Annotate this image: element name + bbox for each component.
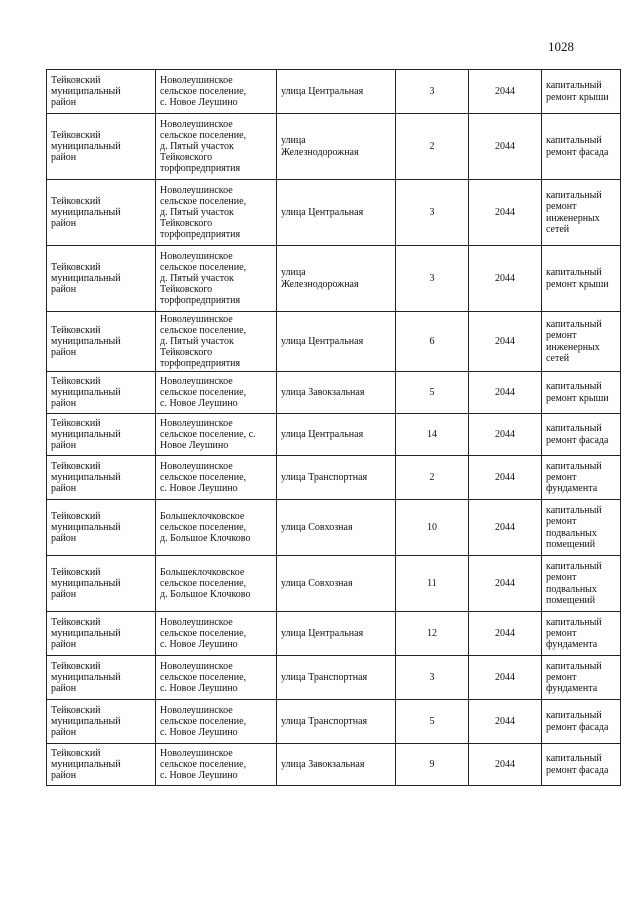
district-cell [47, 556, 156, 612]
street-cell [277, 456, 396, 500]
settlement-cell-text: Новолеушинское сельское поселение, с. Новое Леушино [160, 747, 247, 782]
work-type-cell-text: капитальный ремонт инженерных сетей [546, 319, 602, 364]
settlement-cell-text: Новолеушинское сельское поселение, с. Новое Леушино [160, 74, 247, 109]
year-cell-text: 2044 [495, 671, 515, 683]
settlement-cell-text: Новолеушинское сельское поселение, с. Новое Леушино [160, 460, 247, 495]
year-cell [469, 700, 542, 744]
settlement-cell-text: Новолеушинское сельское поселение, д. Пятый участок Тейковского торфопредприятия [160, 184, 247, 241]
street-cell-text: улица Транспортная [281, 671, 368, 683]
work-type-cell-text: капитальный ремонт подвальных помещений [546, 561, 602, 606]
district-cell-text: Тейковский муниципальный район [51, 616, 121, 651]
street-cell-text: улица Завокзальная [281, 758, 365, 770]
district-cell [47, 114, 156, 180]
house-number-cell [396, 246, 469, 312]
street-cell-text: улица Завокзальная [281, 386, 365, 398]
year-cell-text: 2044 [495, 521, 515, 533]
table-row [47, 70, 621, 114]
district-cell [47, 246, 156, 312]
year-cell [469, 414, 542, 456]
work-type-cell [542, 312, 621, 372]
house-number-cell-text: 12 [427, 627, 437, 639]
settlement-cell-text: Новолеушинское сельское поселение, д. Пятый участок Тейковского торфопредприятия [160, 313, 247, 370]
house-number-cell [396, 744, 469, 786]
year-cell [469, 70, 542, 114]
district-cell-text: Тейковский муниципальный район [51, 375, 121, 410]
settlement-cell [156, 246, 277, 312]
work-type-cell [542, 246, 621, 312]
settlement-cell [156, 372, 277, 414]
street-cell-text: улица Железнодорожная [281, 135, 359, 158]
district-cell [47, 456, 156, 500]
work-type-cell-text: капитальный ремонт фасада [546, 753, 609, 776]
street-cell [277, 180, 396, 246]
house-number-cell [396, 414, 469, 456]
work-type-cell-text: капитальный ремонт инженерных сетей [546, 190, 602, 235]
year-cell [469, 180, 542, 246]
settlement-cell-text: Новолеушинское сельское поселение, с. Новое Леушино [160, 375, 247, 410]
street-cell [277, 500, 396, 556]
work-type-cell [542, 500, 621, 556]
year-cell-text: 2044 [495, 428, 515, 440]
settlement-cell-text: Большеклочковское сельское поселение, д. Большое Клочково [160, 566, 251, 601]
work-type-cell-text: капитальный ремонт подвальных помещений [546, 505, 602, 550]
house-number-cell [396, 180, 469, 246]
year-cell [469, 312, 542, 372]
settlement-cell-text: Большеклочковское сельское поселение, д. Большое Клочково [160, 510, 251, 545]
work-type-cell-text: капитальный ремонт фасада [546, 710, 609, 733]
work-type-cell-text: капитальный ремонт крыши [546, 267, 609, 290]
house-number-cell-text: 6 [429, 335, 435, 347]
work-type-cell-text: капитальный ремонт крыши [546, 381, 609, 404]
house-number-cell-text: 10 [427, 521, 437, 533]
year-cell [469, 656, 542, 700]
work-type-cell-text: капитальный ремонт фасада [546, 135, 609, 158]
table-row [47, 556, 621, 612]
district-cell [47, 414, 156, 456]
street-cell-text: улица Центральная [281, 627, 364, 639]
year-cell-text: 2044 [495, 85, 515, 97]
house-number-cell [396, 500, 469, 556]
settlement-cell [156, 456, 277, 500]
street-cell [277, 556, 396, 612]
settlement-cell-text: Новолеушинское сельское поселение, д. Пятый участок Тейковского торфопредприятия [160, 118, 247, 175]
house-number-cell-text: 2 [429, 471, 435, 483]
house-number-cell-text: 2 [429, 140, 435, 152]
table-row [47, 180, 621, 246]
district-cell [47, 744, 156, 786]
street-cell [277, 246, 396, 312]
table-row [47, 700, 621, 744]
street-cell [277, 612, 396, 656]
district-cell-text: Тейковский муниципальный район [51, 660, 121, 695]
work-type-cell-text: капитальный ремонт фундамента [546, 616, 602, 651]
house-number-cell [396, 612, 469, 656]
settlement-cell [156, 414, 277, 456]
work-type-cell-text: капитальный ремонт фасада [546, 423, 609, 446]
work-type-cell [542, 114, 621, 180]
street-cell-text: улица Железнодорожная [281, 267, 359, 290]
year-cell-text: 2044 [495, 758, 515, 770]
year-cell-text: 2044 [495, 471, 515, 483]
district-cell [47, 700, 156, 744]
district-cell-text: Тейковский муниципальный район [51, 324, 121, 359]
house-number-cell-text: 5 [429, 386, 435, 398]
year-cell [469, 246, 542, 312]
house-number-cell-text: 14 [427, 428, 437, 440]
house-number-cell-text: 9 [429, 758, 435, 770]
house-number-cell [396, 456, 469, 500]
settlement-cell [156, 656, 277, 700]
year-cell-text: 2044 [495, 386, 515, 398]
year-cell-text: 2044 [495, 627, 515, 639]
year-cell [469, 500, 542, 556]
district-cell-text: Тейковский муниципальный район [51, 510, 121, 545]
street-cell-text: улица Центральная [281, 335, 364, 347]
district-cell [47, 70, 156, 114]
work-type-cell [542, 656, 621, 700]
year-cell [469, 372, 542, 414]
street-cell [277, 744, 396, 786]
work-type-cell [542, 556, 621, 612]
house-number-cell [396, 556, 469, 612]
district-cell [47, 656, 156, 700]
district-cell-text: Тейковский муниципальный район [51, 460, 121, 495]
year-cell-text: 2044 [495, 272, 515, 284]
district-cell [47, 500, 156, 556]
settlement-cell [156, 556, 277, 612]
house-number-cell-text: 3 [429, 272, 435, 284]
table-row [47, 312, 621, 372]
district-cell-text: Тейковский муниципальный район [51, 261, 121, 296]
settlement-cell [156, 180, 277, 246]
settlement-cell-text: Новолеушинское сельское поселение, д. Пятый участок Тейковского торфопредприятия [160, 250, 247, 307]
street-cell [277, 70, 396, 114]
street-cell-text: улица Центральная [281, 428, 364, 440]
street-cell [277, 656, 396, 700]
house-number-cell-text: 5 [429, 715, 435, 727]
table-row [47, 246, 621, 312]
district-cell-text: Тейковский муниципальный район [51, 129, 121, 164]
table-row [47, 114, 621, 180]
year-cell [469, 456, 542, 500]
house-number-cell-text: 3 [429, 85, 435, 97]
district-cell-text: Тейковский муниципальный район [51, 417, 121, 452]
year-cell [469, 612, 542, 656]
work-type-cell [542, 70, 621, 114]
house-number-cell [396, 700, 469, 744]
work-type-cell [542, 612, 621, 656]
year-cell-text: 2044 [495, 715, 515, 727]
house-number-cell-text: 3 [429, 671, 435, 683]
year-cell-text: 2044 [495, 140, 515, 152]
district-cell-text: Тейковский муниципальный район [51, 74, 121, 109]
settlement-cell-text: Новолеушинское сельское поселение, с. Новое Леушино [160, 417, 256, 452]
settlement-cell [156, 114, 277, 180]
street-cell [277, 372, 396, 414]
settlement-cell-text: Новолеушинское сельское поселение, с. Новое Леушино [160, 616, 247, 651]
work-type-cell [542, 180, 621, 246]
settlement-cell [156, 700, 277, 744]
table-body [47, 70, 621, 786]
district-cell-text: Тейковский муниципальный район [51, 566, 121, 601]
house-number-cell [396, 656, 469, 700]
settlement-cell [156, 612, 277, 656]
house-number-cell [396, 372, 469, 414]
district-cell [47, 180, 156, 246]
table-row [47, 500, 621, 556]
table-row [47, 456, 621, 500]
year-cell [469, 744, 542, 786]
district-cell-text: Тейковский муниципальный район [51, 747, 121, 782]
settlement-cell [156, 744, 277, 786]
district-cell-text: Тейковский муниципальный район [51, 195, 121, 230]
street-cell-text: улица Центральная [281, 85, 364, 97]
street-cell-text: улица Транспортная [281, 471, 368, 483]
year-cell [469, 556, 542, 612]
settlement-cell [156, 70, 277, 114]
house-number-cell [396, 114, 469, 180]
settlement-cell [156, 500, 277, 556]
year-cell-text: 2044 [495, 335, 515, 347]
district-cell [47, 312, 156, 372]
work-type-cell [542, 414, 621, 456]
street-cell-text: улица Совхозная [281, 577, 353, 589]
table-row [47, 414, 621, 456]
house-number-cell [396, 312, 469, 372]
work-type-cell-text: капитальный ремонт крыши [546, 80, 609, 103]
street-cell-text: улица Совхозная [281, 521, 353, 533]
house-number-cell [396, 70, 469, 114]
work-type-cell [542, 744, 621, 786]
street-cell [277, 414, 396, 456]
table-row [47, 744, 621, 786]
work-type-cell-text: капитальный ремонт фундамента [546, 660, 602, 695]
repair-plan-table [46, 69, 621, 786]
street-cell [277, 312, 396, 372]
work-type-cell [542, 700, 621, 744]
street-cell-text: улица Транспортная [281, 715, 368, 727]
street-cell-text: улица Центральная [281, 206, 364, 218]
table-row [47, 372, 621, 414]
district-cell [47, 612, 156, 656]
work-type-cell [542, 456, 621, 500]
year-cell-text: 2044 [495, 577, 515, 589]
year-cell-text: 2044 [495, 206, 515, 218]
settlement-cell-text: Новолеушинское сельское поселение, с. Новое Леушино [160, 704, 247, 739]
street-cell [277, 114, 396, 180]
house-number-cell-text: 11 [427, 577, 437, 589]
settlement-cell-text: Новолеушинское сельское поселение, с. Новое Леушино [160, 660, 247, 695]
district-cell [47, 372, 156, 414]
house-number-cell-text: 3 [429, 206, 435, 218]
table-row [47, 656, 621, 700]
district-cell-text: Тейковский муниципальный район [51, 704, 121, 739]
work-type-cell [542, 372, 621, 414]
work-type-cell-text: капитальный ремонт фундамента [546, 460, 602, 495]
settlement-cell [156, 312, 277, 372]
street-cell [277, 700, 396, 744]
table-row [47, 612, 621, 656]
page-number: 1028 [548, 39, 574, 54]
year-cell [469, 114, 542, 180]
